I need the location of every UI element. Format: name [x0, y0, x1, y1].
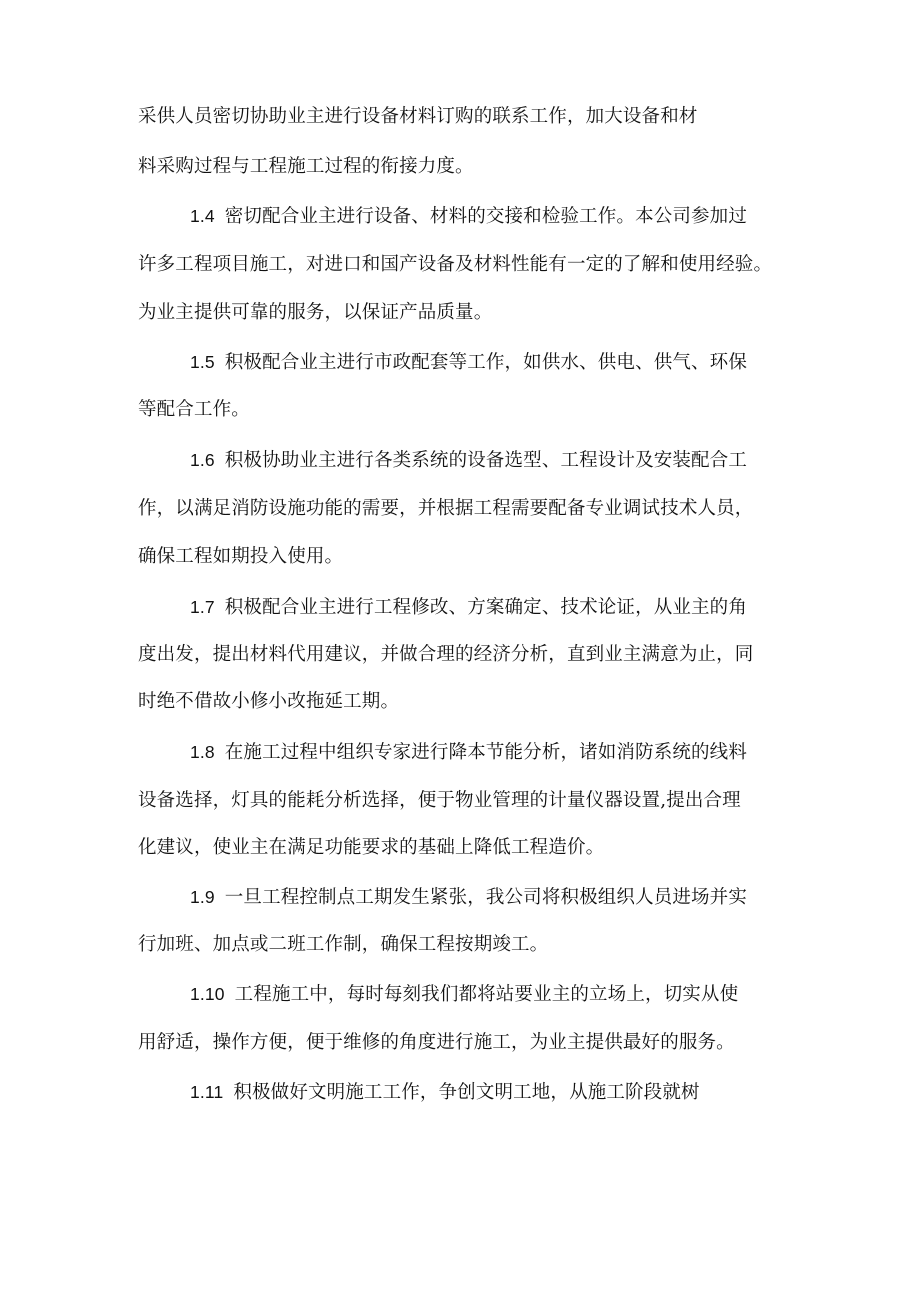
- paragraph-line: [138, 155, 474, 179]
- text: 料采购过程与工程施工过程的衔接力度。: [138, 156, 474, 177]
- text: 在施工过程中组织专家进行降本节能分析，诸如消防系统的线料: [224, 742, 747, 763]
- paragraph-line: [138, 253, 772, 277]
- section-number: 1.7: [190, 597, 215, 617]
- section-number: 1.4: [190, 206, 215, 226]
- text: 积极协助业主进行各类系统的设备选型、工程设计及安装配合工: [224, 450, 747, 471]
- paragraph-1-11-line: [190, 1080, 700, 1105]
- text: 一旦工程控制点工期发生紧张，我公司将积极组织人员进场并实: [224, 887, 747, 908]
- paragraph-line: [138, 497, 753, 521]
- text: 密切配合业主进行设备、材料的交接和检验工作。本公司参加过: [224, 206, 747, 227]
- paragraph-line: [138, 789, 741, 813]
- text: 工程施工中，每时每刻我们都将站要业主的立场上，切实从使: [234, 984, 739, 1005]
- paragraph-line: [138, 933, 548, 957]
- text: 度出发，提出材料代用建议，并做合理的经济分析，直到业主满意为止，同: [138, 644, 754, 665]
- paragraph-1-4-line: [190, 204, 747, 229]
- paragraph-line: [138, 105, 698, 129]
- paragraph-line: [138, 301, 492, 325]
- text: 采供人员密切协助业主进行设备材料订购的联系工作，加大设备和材: [138, 106, 698, 127]
- paragraph-line: [138, 1031, 735, 1055]
- paragraph-line: [138, 690, 399, 714]
- text: 确保工程如期投入使用。: [138, 546, 344, 567]
- section-number: 1.5: [190, 352, 215, 372]
- text: 用舒适，操作方便，便于维修的角度进行施工，为业主提供最好的服务。: [138, 1032, 735, 1053]
- paragraph-1-8-line: [190, 740, 747, 765]
- section-number: 1.9: [190, 887, 215, 907]
- text: 许多工程项目施工，对进口和国产设备及材料性能有一定的了解和使用经验。: [138, 254, 773, 275]
- paragraph-1-6-line: [190, 448, 747, 473]
- text: 积极做好文明施工工作，争创文明工地，从施工阶段就树: [233, 1082, 700, 1103]
- paragraph-line: [138, 643, 753, 667]
- text: 行加班、加点或二班工作制，确保工程按期竣工。: [138, 934, 549, 955]
- text: 作，以满足消防设施功能的需要，并根据工程需要配备专业调试技术人员，: [138, 498, 754, 519]
- text: 时绝不借故小修小改拖延工期。: [138, 691, 400, 712]
- section-number: 1.10: [190, 984, 225, 1004]
- section-number: 1.11: [190, 1082, 224, 1102]
- paragraph-line: [138, 545, 343, 569]
- section-number: 1.6: [190, 450, 215, 470]
- section-number: 1.8: [190, 742, 215, 762]
- text: 化建议，使业主在满足功能要求的基础上降低工程造价。: [138, 837, 605, 858]
- text: 为业主提供可靠的服务，以保证产品质量。: [138, 302, 493, 323]
- text: 积极配合业主进行工程修改、方案确定、技术论证，从业主的角: [224, 597, 747, 618]
- text: 积极配合业主进行市政配套等工作，如供水、供电、供气、环保: [224, 352, 747, 373]
- paragraph-1-9-line: [190, 885, 747, 910]
- paragraph-line: [138, 398, 250, 422]
- paragraph-1-5-line: [190, 350, 747, 375]
- paragraph-1-7-line: [190, 595, 747, 620]
- text: 等配合工作。: [138, 399, 250, 420]
- paragraph-line: [138, 836, 604, 860]
- paragraph-1-10-line: [190, 982, 738, 1007]
- text: 设备选择，灯具的能耗分析选择，便于物业管理的计量仪器设置,提出合理: [138, 790, 741, 811]
